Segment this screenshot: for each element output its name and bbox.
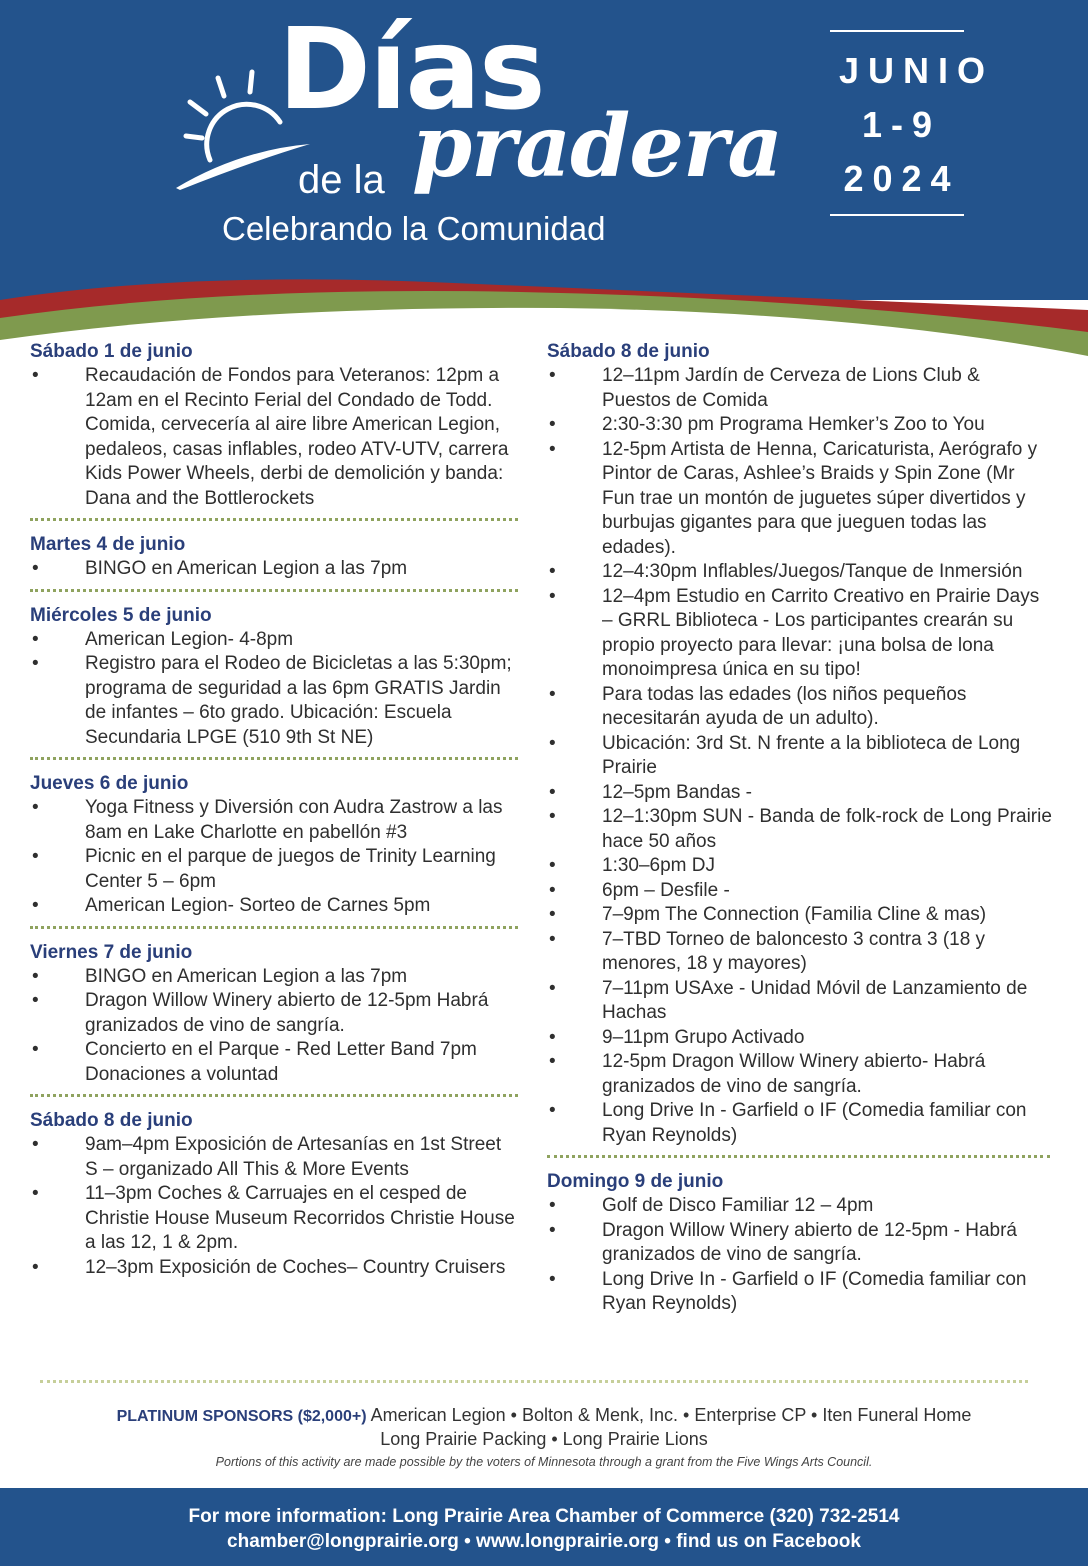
event-list xyxy=(30,1133,518,1280)
event-text: 2:30-3:30 pm Programa Hemker’s Zoo to You xyxy=(602,414,985,435)
event-list xyxy=(30,965,518,1088)
day-heading: Sábado 1 de junio xyxy=(30,341,193,362)
event-text: Registro para el Rodeo de Bicicletas a las 5:30pm; programa de seguridad a las 6pm GRATIS Jardin de infantes – 6to grado. Ubicación: Escuela Secundaria LPGE (510 9th St NE) xyxy=(85,653,512,748)
bullet-icon: • xyxy=(32,558,39,579)
day-section xyxy=(30,340,518,511)
bullet-icon: • xyxy=(549,732,556,754)
event-text: Golf de Disco Familiar 12 – 4pm xyxy=(602,1195,874,1216)
footer-divider xyxy=(40,1380,1028,1383)
logo-title-dela: de la xyxy=(298,158,385,202)
bullet-icon: • xyxy=(549,1195,556,1216)
bullet-icon: • xyxy=(32,365,39,386)
day-divider xyxy=(547,1155,1050,1158)
day-divider xyxy=(30,589,518,592)
bullet-icon: • xyxy=(32,1256,39,1278)
event-text: Long Drive In - Garfield o IF (Comedia familiar con Ryan Reynolds) xyxy=(602,1268,1027,1314)
bullet-icon: • xyxy=(549,904,556,925)
date-year: 2024 xyxy=(843,158,960,199)
event-item xyxy=(30,628,518,653)
event-item xyxy=(547,438,1052,561)
event-item xyxy=(30,1038,518,1087)
bullet-icon: • xyxy=(32,1039,39,1060)
bullet-icon: • xyxy=(549,561,556,582)
event-text: Para todas las edades (los niños pequeños necesitarán ayuda de un adulto). xyxy=(602,683,967,729)
logo-title-dias: Días xyxy=(278,5,544,135)
schedule-left-column xyxy=(30,340,518,1280)
day-heading: Viernes 7 de junio xyxy=(30,941,193,963)
event-item xyxy=(547,903,1052,928)
event-item xyxy=(547,854,1052,879)
day-divider xyxy=(30,926,518,929)
event-item xyxy=(547,977,1052,1026)
day-heading: Miércoles 5 de junio xyxy=(30,604,212,626)
event-text: 12–11pm Jardín de Cerveza de Lions Club & Puestos de Comida xyxy=(602,365,980,411)
event-text: 12–1:30pm SUN - Banda de folk-rock de Long Prairie hace 50 años xyxy=(602,806,1052,852)
date-month: JUNIO xyxy=(839,50,995,91)
bullet-icon: • xyxy=(32,797,39,818)
sponsors-list-1: American Legion • Bolton & Menk, Inc. • Enterprise CP • Iten Funeral Home xyxy=(370,1405,972,1425)
event-text: 7–11pm USAxe - Unidad Móvil de Lanzamiento de Hachas xyxy=(602,977,1028,1023)
event-item xyxy=(30,965,518,990)
bullet-icon: • xyxy=(32,990,39,1011)
contact-bar xyxy=(0,1488,1088,1566)
event-item xyxy=(547,585,1052,683)
bullet-icon: • xyxy=(549,855,556,876)
event-text: 9am–4pm Exposición de Artesanías en 1st Street S – organizado All This & More Events xyxy=(85,1134,502,1180)
day-divider xyxy=(30,757,518,760)
event-item xyxy=(547,805,1052,854)
event-text: 12-5pm Dragon Willow Winery abierto- Habrá granizados de vino de sangría. xyxy=(602,1051,986,1097)
date-rule-bottom xyxy=(830,214,964,216)
event-item xyxy=(547,879,1052,904)
bullet-icon: • xyxy=(549,438,556,460)
event-item xyxy=(30,894,518,919)
event-item xyxy=(30,989,518,1038)
event-item xyxy=(30,652,518,750)
event-text: BINGO en American Legion a las 7pm xyxy=(85,965,408,987)
bullet-icon: • xyxy=(32,653,39,674)
event-item xyxy=(547,1026,1052,1051)
event-item xyxy=(30,1182,518,1256)
event-text: 12-5pm Artista de Henna, Caricaturista, Aerógrafo y Pintor de Caras, Ashlee’s Braids y Spin Zone (Mr Fun trae un montón de juguetes súper divertidos y burbujas gigantes para que jueguen todas las edades). xyxy=(602,438,1038,558)
event-item xyxy=(547,560,1052,585)
contact-line-1: For more information: Long Prairie Area Chamber of Commerce (320) 732-2514 xyxy=(188,1506,900,1527)
event-text: 12–5pm Bandas - xyxy=(602,781,752,803)
bullet-icon: • xyxy=(549,1219,556,1241)
event-item xyxy=(547,1219,1052,1268)
bullet-icon: • xyxy=(32,1183,39,1204)
header-banner xyxy=(0,0,1088,360)
schedule-right-column xyxy=(547,340,1052,1317)
event-item xyxy=(547,364,1052,413)
event-item xyxy=(547,1050,1052,1099)
day-section xyxy=(30,772,518,919)
day-section xyxy=(30,604,518,751)
event-item xyxy=(547,413,1052,438)
event-text: 7–TBD Torneo de baloncesto 3 contra 3 (18 y menores, 18 y mayores) xyxy=(602,928,986,974)
contact-line-2: chamber@longprairie.org • www.longprairie.org • find us on Facebook xyxy=(227,1531,861,1552)
event-text: Dragon Willow Winery abierto de 12-5pm - Habrá granizados de vino de sangría. xyxy=(602,1219,1017,1265)
bullet-icon: • xyxy=(549,585,556,607)
day-section xyxy=(30,533,518,582)
event-text: 11–3pm Coches & Carruajes en el cesped de Christie House Museum Recorridos Christie House a las 12, 1 & 2pm. xyxy=(85,1183,515,1253)
event-text: Ubicación: 3rd St. N frente a la biblioteca de Long Prairie xyxy=(602,732,1021,778)
event-item xyxy=(30,796,518,845)
sponsors-line-1 xyxy=(0,1404,1088,1428)
bullet-icon: • xyxy=(549,977,556,999)
bullet-icon: • xyxy=(549,1051,556,1072)
event-text: 12–4:30pm Inflables/Juegos/Tanque de Inmersión xyxy=(602,561,1023,582)
event-text: 12–4pm Estudio en Carrito Creativo en Prairie Days – GRRL Biblioteca - Los participantes crearán su propio proyecto para llevar: ¡una bolsa de lona monoimpresa única en su tipo! xyxy=(602,585,1040,680)
event-text: American Legion- Sorteo de Carnes 5pm xyxy=(85,895,431,916)
day-divider xyxy=(30,1094,518,1097)
date-range: 1-9 xyxy=(861,104,942,145)
day-section xyxy=(30,941,518,1088)
bullet-icon: • xyxy=(549,1268,556,1290)
bullet-icon: • xyxy=(549,806,556,827)
sponsors-list-2: Long Prairie Packing • Long Prairie Lions xyxy=(380,1429,708,1449)
bullet-icon: • xyxy=(32,846,39,867)
event-text: 9–11pm Grupo Activado xyxy=(602,1026,805,1048)
sponsors-block xyxy=(0,1404,1088,1451)
event-text: Concierto en el Parque - Red Letter Band 7pm Donaciones a voluntad xyxy=(85,1039,477,1085)
event-text: Recaudación de Fondos para Veteranos: 12pm a 12am en el Recinto Ferial del Condado de Todd. Comida, cervecería al aire libre American Legion, pedaleos, casas inflables, rodeo ATV-UTV, carrera Kids Power Wheels, derbi de demolición y banda: Dana and the Bottlerockets xyxy=(85,365,509,509)
day-heading: Sábado 8 de junio xyxy=(30,1110,193,1131)
day-heading: Martes 4 de junio xyxy=(30,534,186,555)
event-text: Dragon Willow Winery abierto de 12-5pm Habrá granizados de vino de sangría. xyxy=(85,990,489,1036)
event-text: BINGO en American Legion a las 7pm xyxy=(85,558,408,579)
bullet-icon: • xyxy=(32,895,39,916)
event-list xyxy=(547,1194,1052,1317)
sponsors-lead: PLATINUM SPONSORS ($2,000+) xyxy=(116,1408,367,1425)
event-text: 6pm – Desfile - xyxy=(602,879,730,901)
event-text: Long Drive In - Garfield o IF (Comedia familiar con Ryan Reynolds) xyxy=(602,1100,1027,1146)
day-heading: Jueves 6 de junio xyxy=(30,773,189,794)
event-item xyxy=(547,1099,1052,1148)
bullet-icon: • xyxy=(549,683,556,705)
event-item xyxy=(30,845,518,894)
event-item xyxy=(547,928,1052,977)
bullet-icon: • xyxy=(32,965,39,987)
bullet-icon: • xyxy=(32,1134,39,1155)
day-section xyxy=(547,340,1052,1148)
event-item xyxy=(547,781,1052,806)
event-item xyxy=(547,683,1052,732)
event-list xyxy=(547,364,1052,1148)
event-item xyxy=(30,364,518,511)
day-divider xyxy=(30,518,518,521)
event-text: American Legion- 4-8pm xyxy=(85,628,294,650)
event-item xyxy=(30,557,518,582)
event-text: 12–3pm Exposición de Coches– Country Cruisers xyxy=(85,1256,506,1278)
day-section xyxy=(547,1170,1052,1317)
bullet-icon: • xyxy=(32,628,39,650)
event-date xyxy=(830,30,995,216)
event-list xyxy=(30,796,518,919)
event-text: 7–9pm The Connection (Familia Cline & mas) xyxy=(602,904,987,925)
event-item xyxy=(547,732,1052,781)
bullet-icon: • xyxy=(549,1100,556,1121)
event-list xyxy=(30,628,518,751)
grant-credit: Portions of this activity are made possible by the voters of Minnesota through a grant from the Five Wings Arts Council. xyxy=(215,1455,873,1469)
event-item xyxy=(547,1268,1052,1317)
event-text: Yoga Fitness y Diversión con Audra Zastrow a las 8am en Lake Charlotte en pabellón #3 xyxy=(85,797,503,843)
bullet-icon: • xyxy=(549,414,556,435)
day-heading: Sábado 8 de junio xyxy=(547,341,710,362)
bullet-icon: • xyxy=(549,365,556,386)
day-heading: Domingo 9 de junio xyxy=(547,1171,724,1192)
bullet-icon: • xyxy=(549,1026,556,1048)
day-section xyxy=(30,1109,518,1280)
event-item xyxy=(30,1256,518,1281)
bullet-icon: • xyxy=(549,781,556,803)
logo-tagline: Celebrando la Comunidad xyxy=(222,210,606,247)
bullet-icon: • xyxy=(549,928,556,950)
event-list xyxy=(30,364,518,511)
event-item xyxy=(30,1133,518,1182)
event-text: 1:30–6pm DJ xyxy=(602,855,716,876)
bullet-icon: • xyxy=(549,879,556,901)
event-text: Picnic en el parque de juegos de Trinity Learning Center 5 – 6pm xyxy=(85,846,496,892)
event-list xyxy=(30,557,518,582)
logo-title-pradera: pradera xyxy=(412,96,783,197)
event-item xyxy=(547,1194,1052,1219)
